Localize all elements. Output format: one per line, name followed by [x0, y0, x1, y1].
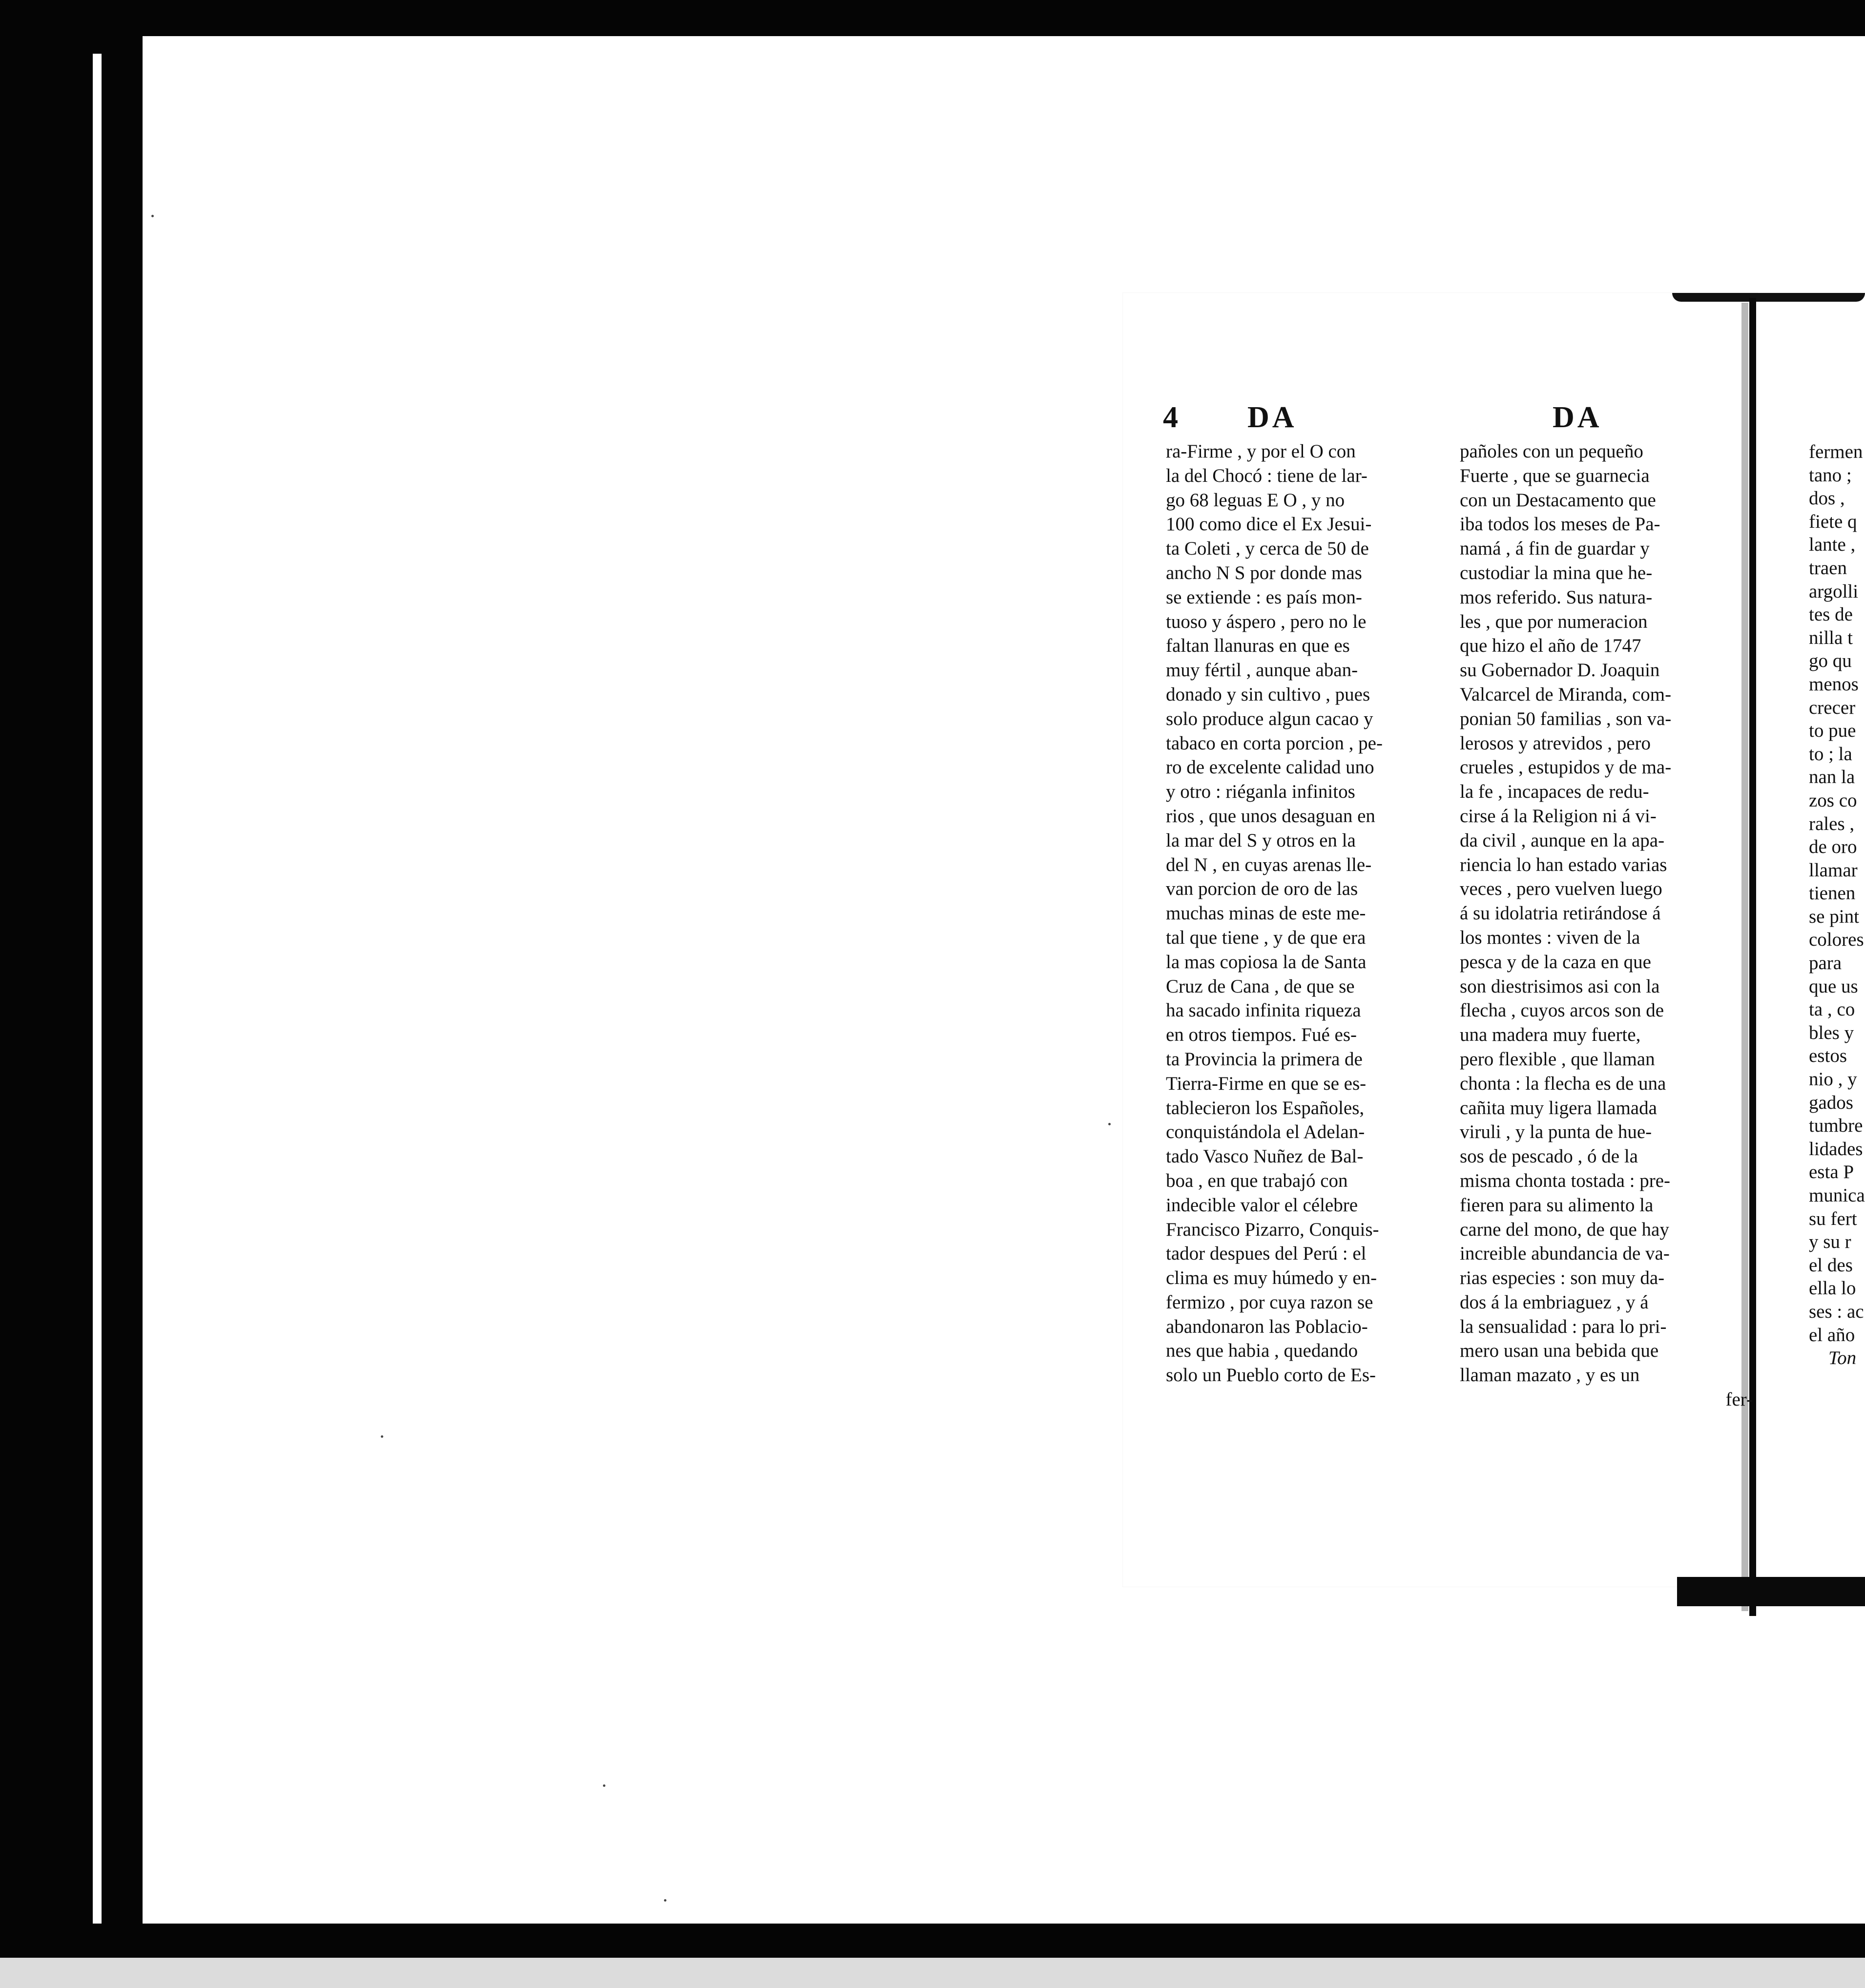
text-line: les , que por numeracion: [1460, 611, 1648, 632]
text-line: del N , en cuyas arenas lle-: [1166, 854, 1372, 875]
text-line: Valcarcel de Miranda, com-: [1460, 683, 1672, 705]
text-line: to ; la: [1809, 743, 1852, 765]
text-line: fermizo , por cuya razon se: [1166, 1291, 1373, 1313]
text-line: veces , pero vuelven luego: [1460, 878, 1662, 900]
text-line: ses : ac: [1809, 1301, 1864, 1322]
text-line: el año: [1809, 1324, 1855, 1346]
text-line: solo produce algun cacao y: [1166, 708, 1373, 729]
text-line: nes que habia , quedando: [1166, 1340, 1358, 1362]
text-line: munica: [1809, 1185, 1865, 1206]
text-line: crecer: [1809, 697, 1856, 718]
text-line: la mar del S y otros en la: [1166, 829, 1356, 851]
text-line: tal que tiene , y de que era: [1166, 927, 1366, 948]
paper-speck: [603, 1784, 605, 1787]
text-line: tumbre: [1809, 1115, 1863, 1137]
text-line: llamar: [1809, 859, 1858, 881]
text-line: tablecieron los Españoles,: [1166, 1097, 1365, 1118]
text-line: ta , co: [1809, 999, 1855, 1020]
text-line: conquistándola el Adelan-: [1166, 1121, 1365, 1143]
text-line: nan la: [1809, 766, 1855, 788]
catchword: fer-: [1725, 1389, 1753, 1410]
text-line: lerosos y atrevidos , pero: [1460, 732, 1651, 754]
text-line: de oro: [1809, 836, 1857, 858]
text-line: estos: [1809, 1045, 1847, 1067]
text-column-third-cropped: [1809, 440, 1865, 1368]
text-line: ro de excelente calidad uno: [1166, 757, 1374, 778]
text-line: da civil , aunque en la apa-: [1460, 829, 1665, 851]
scanner-frame-left-gap: [93, 54, 102, 1924]
text-line: tabaco en corta porcion , pe-: [1166, 732, 1383, 754]
text-line: go 68 leguas E O , y no: [1166, 489, 1345, 511]
text-line: son diestrisimos asi con la: [1460, 975, 1660, 997]
text-line: menos: [1809, 673, 1859, 695]
text-line: clima es muy húmedo y en-: [1166, 1267, 1377, 1289]
text-line: chonta : la flecha es de una: [1460, 1073, 1666, 1094]
text-line: la del Chocó : tiene de lar-: [1166, 465, 1368, 486]
text-line: la mas copiosa la de Santa: [1166, 951, 1367, 973]
text-line: iba todos los meses de Pa-: [1460, 514, 1660, 535]
running-head-left: DA: [1247, 401, 1297, 434]
text-line: se extiende : es país mon-: [1166, 586, 1362, 608]
text-line: van porcion de oro de las: [1166, 878, 1358, 900]
text-line: to pue: [1809, 720, 1856, 742]
text-line: y su r: [1809, 1231, 1851, 1253]
binding-gutter-top: [1672, 293, 1865, 302]
text-line: ha sacado infinita riqueza: [1166, 1000, 1361, 1021]
text-line: para: [1809, 953, 1842, 974]
text-line: ancho N S por donde mas: [1166, 562, 1362, 583]
text-line: tano ;: [1809, 464, 1852, 486]
page-number: 4: [1163, 401, 1178, 434]
text-line: nilla t: [1809, 627, 1853, 648]
text-line: y otro : riéganla infinitos: [1166, 781, 1355, 803]
text-line: muy fértil , aunque aban-: [1166, 660, 1358, 681]
text-line: mero usan una bebida que: [1460, 1340, 1659, 1362]
signature-mark: Ton: [1828, 1347, 1857, 1368]
text-line: la fe , incapaces de redu-: [1460, 781, 1649, 803]
text-line: ta Coleti , y cerca de 50 de: [1166, 538, 1369, 559]
text-line: tienen: [1809, 883, 1856, 904]
text-line: faltan llanuras en que es: [1166, 635, 1350, 657]
text-line: pero flexible , que llaman: [1460, 1048, 1655, 1070]
text-line: namá , á fin de guardar y: [1460, 538, 1650, 559]
text-line: su Gobernador D. Joaquin: [1460, 660, 1660, 681]
text-line: abandonaron las Poblacio-: [1166, 1316, 1368, 1337]
text-line: colores: [1809, 929, 1864, 951]
text-line: una madera muy fuerte,: [1460, 1024, 1641, 1046]
text-line: Fuerte , que se guarnecia: [1460, 465, 1650, 486]
scanner-frame-bottom-strip: [0, 1958, 1865, 1988]
text-line: fiete q: [1809, 511, 1857, 532]
running-head-right: DA: [1553, 401, 1602, 434]
text-line: se pint: [1809, 906, 1859, 927]
text-line: lidades: [1809, 1138, 1863, 1160]
text-line: llaman mazato , y es un: [1460, 1365, 1640, 1386]
text-line: viruli , y la punta de hue-: [1460, 1121, 1652, 1143]
text-line: los montes : viven de la: [1460, 927, 1640, 948]
text-line: lante ,: [1809, 534, 1856, 556]
text-line: gados: [1809, 1092, 1853, 1113]
text-line: argolli: [1809, 580, 1859, 602]
text-line: en otros tiempos. Fué es-: [1166, 1024, 1357, 1046]
text-line: á su idolatria retirándose á: [1460, 903, 1661, 924]
text-line: increible abundancia de va-: [1460, 1243, 1670, 1264]
text-line: Cruz de Cana , de que se: [1166, 975, 1355, 997]
text-line: tado Vasco Nuñez de Bal-: [1166, 1146, 1364, 1167]
text-line: go qu: [1809, 650, 1852, 672]
text-line: sos de pescado , ó de la: [1460, 1146, 1638, 1167]
text-line: ponian 50 familias , son va-: [1460, 708, 1672, 729]
text-line: ta Provincia la primera de: [1166, 1048, 1363, 1070]
text-line: indecible valor el célebre: [1166, 1194, 1358, 1216]
text-line: 100 como dice el Ex Jesui-: [1166, 514, 1372, 535]
text-line: mos referido. Sus natura-: [1460, 586, 1653, 608]
text-line: Tierra-Firme en que se es-: [1166, 1073, 1367, 1094]
paper-speck: [381, 1435, 383, 1438]
scanner-frame-top: [0, 0, 1865, 36]
paper-speck: [151, 215, 154, 217]
text-line: dos ,: [1809, 488, 1845, 509]
text-line: muchas minas de este me-: [1166, 903, 1366, 924]
text-line: ra-Firme , y por el O con: [1166, 441, 1356, 462]
text-line: ella lo: [1809, 1278, 1856, 1299]
binding-gutter-bottom: [1677, 1577, 1865, 1606]
text-line: tes de: [1809, 604, 1853, 625]
text-line: el des: [1809, 1254, 1853, 1276]
paper-speck: [664, 1899, 666, 1902]
text-line: que us: [1809, 975, 1858, 997]
text-line: solo un Pueblo corto de Es-: [1166, 1365, 1376, 1386]
paper-speck: [1108, 1123, 1111, 1125]
text-line: su fert: [1809, 1208, 1857, 1229]
text-line: crueles , estupidos y de ma-: [1460, 757, 1672, 778]
text-line: cañita muy ligera llamada: [1460, 1097, 1657, 1118]
scanner-frame-left: [0, 0, 143, 1988]
text-line: cirse á la Religion ni á vi-: [1460, 805, 1657, 827]
text-line: pesca y de la caza en que: [1460, 951, 1651, 973]
text-line: fieren para su alimento la: [1460, 1194, 1654, 1216]
text-line: traen: [1809, 557, 1847, 579]
text-column-right: [1460, 439, 1753, 1412]
text-line: rales ,: [1809, 813, 1855, 834]
text-line: custodiar la mina que he-: [1460, 562, 1653, 583]
text-line: fermen: [1809, 441, 1863, 462]
text-line: nio , y: [1809, 1069, 1857, 1090]
text-column-left: [1166, 439, 1442, 1387]
text-line: misma chonta tostada : pre-: [1460, 1170, 1671, 1191]
text-line: dos á la embriaguez , y á: [1460, 1291, 1649, 1313]
text-line: rias especies : son muy da-: [1460, 1267, 1665, 1289]
text-line: flecha , cuyos arcos son de: [1460, 1000, 1664, 1021]
text-line: que hizo el año de 1747: [1460, 635, 1641, 657]
text-line: riencia lo han estado varias: [1460, 854, 1667, 875]
text-line: la sensualidad : para lo pri-: [1460, 1316, 1667, 1337]
text-line: esta P: [1809, 1161, 1854, 1183]
text-line: zos co: [1809, 789, 1857, 811]
text-line: pañoles con un pequeño: [1460, 441, 1643, 462]
text-line: bles y: [1809, 1022, 1854, 1043]
text-line: donado y sin cultivo , pues: [1166, 683, 1370, 705]
text-line: Francisco Pizarro, Conquis-: [1166, 1219, 1379, 1240]
text-line: tador despues del Perú : el: [1166, 1243, 1367, 1264]
text-line: carne del mono, de que hay: [1460, 1219, 1669, 1240]
text-line: tuoso y áspero , pero no le: [1166, 611, 1367, 632]
text-line: rios , que unos desaguan en: [1166, 805, 1375, 827]
text-line: boa , en que trabajó con: [1166, 1170, 1348, 1191]
text-line: con un Destacamento que: [1460, 489, 1656, 511]
